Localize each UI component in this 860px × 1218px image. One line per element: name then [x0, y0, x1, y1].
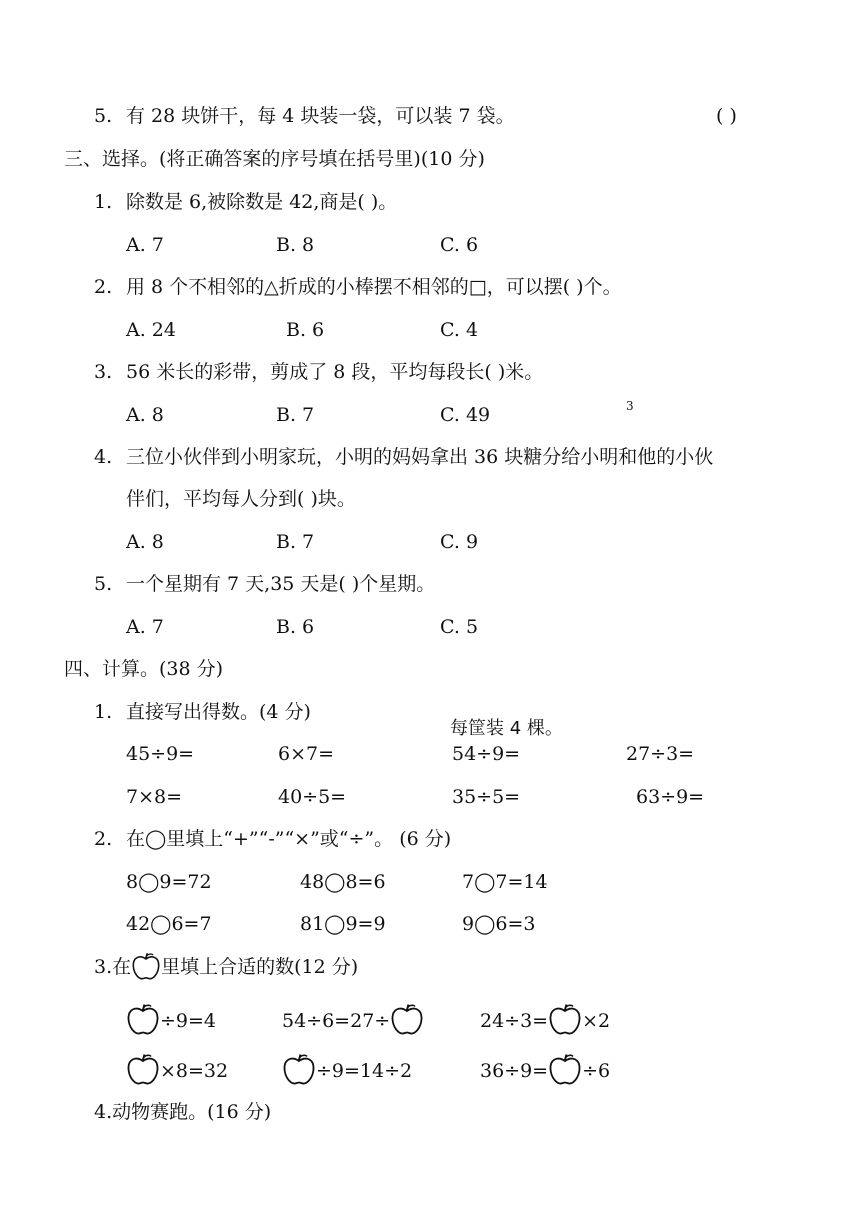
judge-q5-text: 有 28 块饼干，每 4 块装一袋，可以装 7 袋。 — [126, 105, 515, 127]
choice-q2-stem: 用 8 个不相邻的△折成的小棒摆不相邻的□，可以摆( )个。 — [126, 276, 622, 298]
choice-q1-stem: 除数是 6,被除数是 42,商是( )。 — [126, 191, 398, 213]
choice-q2-number: 2. — [94, 276, 113, 298]
oral-calc-item[interactable]: 63÷9= — [636, 786, 705, 808]
section-4-title: 四、计算。(38 分) — [64, 658, 224, 680]
choice-q5-stem: 一个星期有 7 天,35 天是( )个星期。 — [126, 573, 436, 595]
choice-q4-stem-line2: 伴们，平均每人分到( )块。 — [126, 488, 356, 510]
choice-q1-option-b[interactable]: B. 8 — [276, 234, 315, 256]
operator-fill-item[interactable]: 42◯6=7 — [126, 913, 212, 935]
choice-q5-option-b[interactable]: B. 6 — [276, 616, 315, 638]
choice-q4-option-b[interactable]: B. 7 — [276, 531, 315, 553]
operator-fill-item[interactable]: 81◯9=9 — [300, 913, 386, 935]
oral-calc-item[interactable]: 27÷3= — [626, 743, 695, 765]
choice-q4-option-c[interactable]: C. 9 — [440, 531, 479, 553]
judge-q5-answer-blank[interactable]: ( ) — [716, 105, 737, 127]
apple-fill-item[interactable] — [126, 1003, 216, 1035]
oral-calc-item[interactable]: 6×7= — [278, 743, 335, 765]
oral-calc-item[interactable]: 40÷5= — [278, 786, 347, 808]
apple-icon[interactable] — [282, 1053, 316, 1085]
apple-fill-after: ×2 — [582, 1010, 611, 1032]
calc-q3-prefix: 3.在 — [94, 956, 132, 978]
choice-q3-option-b[interactable]: B. 7 — [276, 404, 315, 426]
choice-q2-option-b[interactable]: B. 6 — [286, 319, 325, 341]
choice-q5-option-c[interactable]: C. 5 — [440, 616, 479, 638]
choice-q5-option-a[interactable]: A. 7 — [126, 616, 164, 638]
apple-fill-after: ÷6 — [582, 1060, 611, 1082]
oral-calc-item[interactable]: 45÷9= — [126, 743, 195, 765]
calc-q1-title: 直接写出得数。(4 分) — [126, 701, 311, 723]
apple-fill-after: ÷9=14÷2 — [316, 1060, 413, 1082]
calc-q1-number: 1. — [94, 701, 113, 723]
calc-q3-suffix: 里填上合适的数(12 分) — [161, 956, 359, 978]
apple-fill-item[interactable] — [126, 1053, 228, 1085]
choice-q1-number: 1. — [94, 191, 113, 213]
choice-q4-number: 4. — [94, 446, 113, 468]
stray-page-mark: 3 — [626, 399, 634, 413]
apple-icon[interactable] — [548, 1003, 582, 1035]
apple-fill-item[interactable] — [480, 1003, 610, 1035]
choice-q3-number: 3. — [94, 361, 113, 383]
choice-q1-option-a[interactable]: A. 7 — [126, 234, 164, 256]
calc-q3-title — [94, 952, 358, 980]
calc-q2-title: 在◯里填上“+”“-”“×”或“÷”。 (6 分) — [126, 828, 452, 850]
apple-fill-item[interactable] — [282, 1003, 424, 1035]
choice-q3-option-c[interactable]: C. 49 — [440, 404, 491, 426]
operator-fill-item[interactable]: 48◯8=6 — [300, 871, 386, 893]
apple-fill-after: ×8=32 — [160, 1060, 229, 1082]
oral-calc-item[interactable]: 7×8= — [126, 786, 183, 808]
judge-q5-number: 5. — [94, 105, 113, 127]
choice-q1-option-c[interactable]: C. 6 — [440, 234, 479, 256]
apple-fill-item[interactable] — [282, 1053, 412, 1085]
apple-icon[interactable] — [390, 1003, 424, 1035]
oral-calc-item[interactable]: 35÷5= — [452, 786, 521, 808]
choice-q5-number: 5. — [94, 573, 113, 595]
apple-icon[interactable] — [548, 1053, 582, 1085]
choice-q4-option-a[interactable]: A. 8 — [126, 531, 164, 553]
choice-q2-option-a[interactable]: A. 24 — [126, 319, 176, 341]
choice-q3-stem: 56 米长的彩带，剪成了 8 段，平均每段长( )米。 — [126, 361, 544, 383]
apple-icon[interactable] — [126, 1053, 160, 1085]
stray-note: 每筐装 4 棵。 — [450, 718, 563, 739]
apple-icon[interactable] — [126, 1003, 160, 1035]
apple-fill-after: ÷9=4 — [160, 1010, 217, 1032]
operator-fill-item[interactable]: 9◯6=3 — [462, 913, 536, 935]
operator-fill-item[interactable]: 7◯7=14 — [462, 871, 548, 893]
calc-q2-number: 2. — [94, 828, 113, 850]
operator-fill-item[interactable]: 8◯9=72 — [126, 871, 212, 893]
apple-icon — [131, 952, 161, 980]
oral-calc-item[interactable]: 54÷9= — [452, 743, 521, 765]
apple-fill-before: 54÷6=27÷ — [282, 1010, 391, 1032]
apple-fill-item[interactable] — [480, 1053, 610, 1085]
choice-q3-option-a[interactable]: A. 8 — [126, 404, 164, 426]
choice-q2-option-c[interactable]: C. 4 — [440, 319, 479, 341]
calc-q4-title: 4.动物赛跑。(16 分) — [94, 1101, 272, 1123]
apple-fill-before: 24÷3= — [480, 1010, 549, 1032]
choice-q4-stem-line1: 三位小伙伴到小明家玩，小明的妈妈拿出 36 块糖分给小明和他的小伙 — [126, 446, 714, 468]
apple-fill-before: 36÷9= — [480, 1060, 549, 1082]
section-3-title: 三、选择。(将正确答案的序号填在括号里)(10 分) — [64, 148, 485, 170]
